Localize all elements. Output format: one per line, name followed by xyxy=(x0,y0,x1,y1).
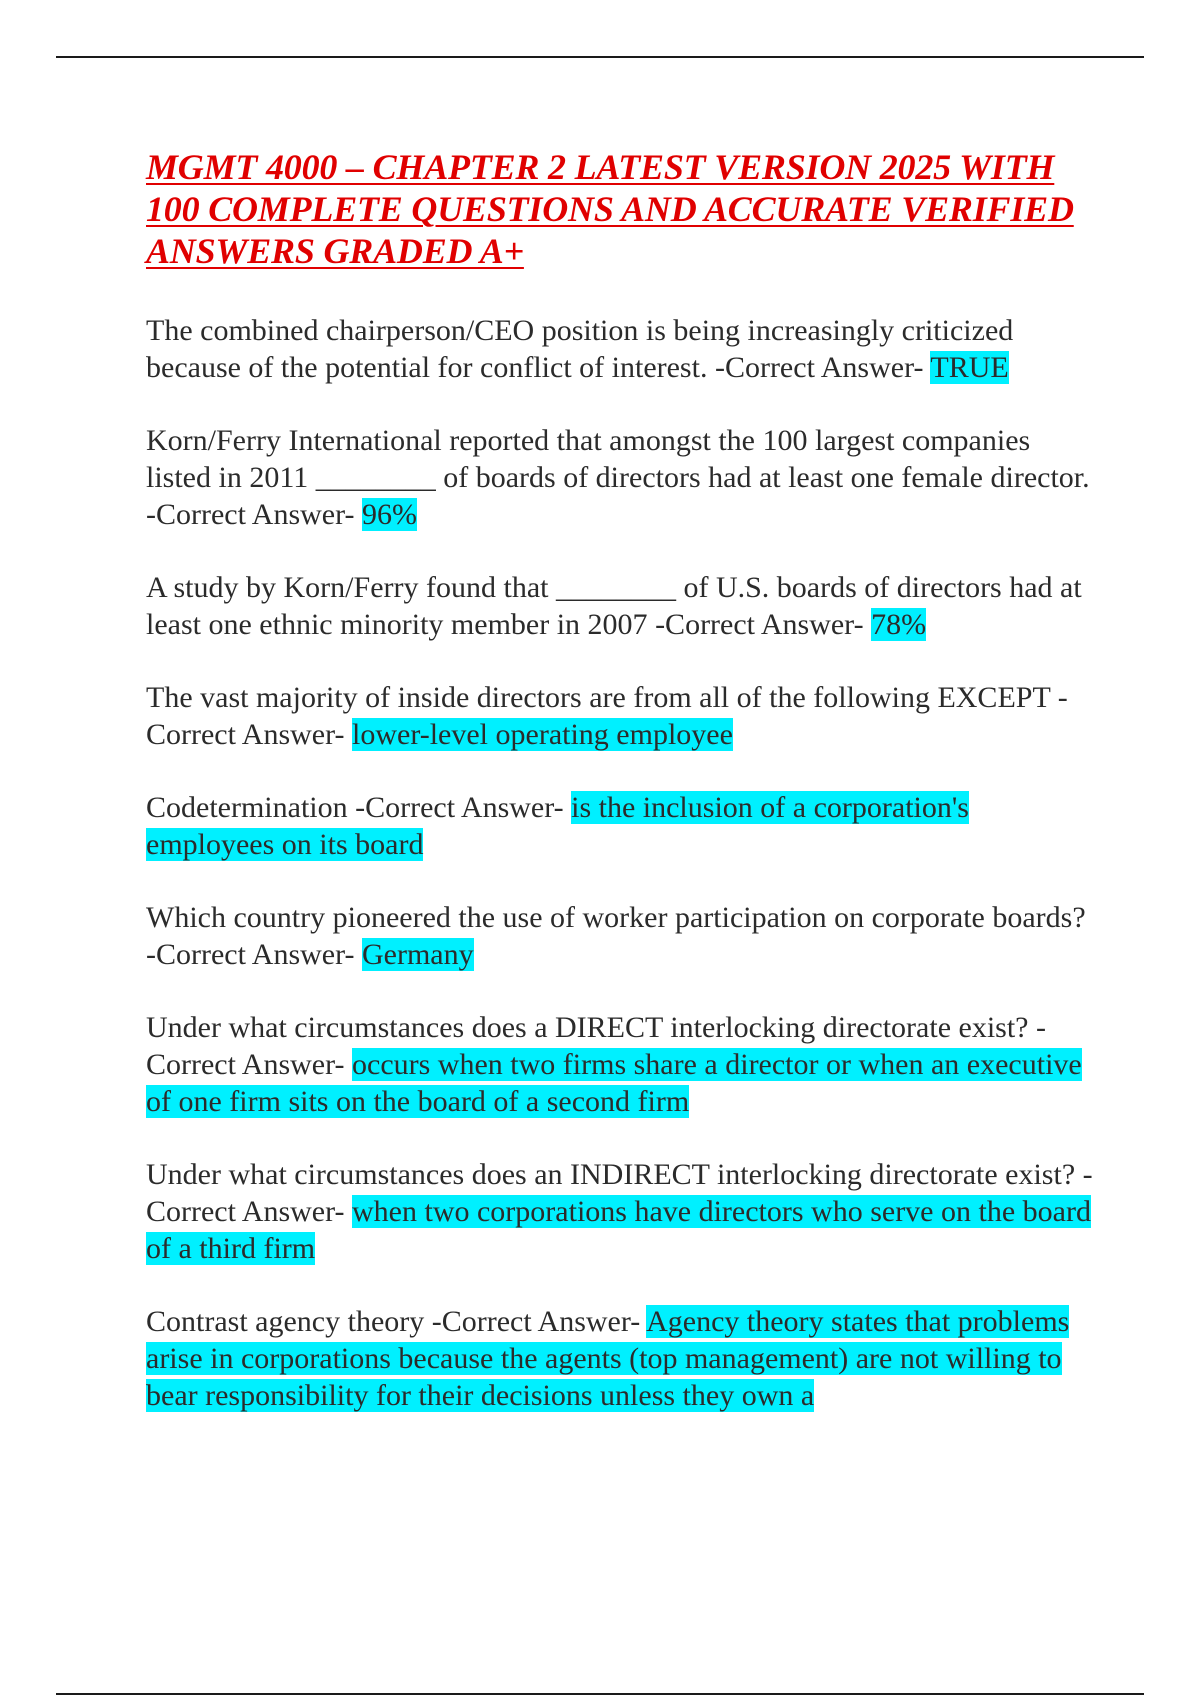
answer-highlight: is the inclusion of a corporation's employees on its board xyxy=(146,791,969,861)
answer-highlight: Germany xyxy=(362,938,474,971)
document-title: MGMT 4000 – CHAPTER 2 LATEST VERSION 2025 WITH 100 COMPLETE QUESTIONS AND ACCURATE VERIFIED ANSWERS GRADED A+ xyxy=(146,147,1074,271)
answer-marker: -Correct Answer- xyxy=(431,1305,641,1338)
qa-item xyxy=(146,1303,1096,1414)
answer-highlight: 78% xyxy=(871,608,927,641)
document-body xyxy=(146,146,1096,1450)
answer-highlight: occurs when two firms share a director or when an executive of one firm sits on the board of a second firm xyxy=(146,1048,1082,1118)
answer-marker: -Correct Answer- xyxy=(146,681,1068,751)
answer-marker: -Correct Answer- xyxy=(355,791,564,824)
qa-item xyxy=(146,422,1096,533)
top-rule xyxy=(56,56,1144,58)
question-text: The vast majority of inside directors are from all of the following EXCEPT xyxy=(146,681,1051,714)
qa-item xyxy=(146,1009,1096,1120)
answer-marker: -Correct Answer- xyxy=(146,1011,1046,1081)
answer-marker: -Correct Answer- xyxy=(714,351,924,384)
answer-marker: -Correct Answer- xyxy=(146,938,355,971)
qa-item xyxy=(146,789,1096,863)
question-text: Under what circumstances does an INDIRECT interlocking directorate exist? xyxy=(146,1158,1076,1191)
answer-marker: -Correct Answer- xyxy=(146,1158,1093,1228)
qa-item xyxy=(146,312,1096,386)
question-text: Which country pioneered the use of worker participation on corporate boards? xyxy=(146,901,1086,934)
question-text: Codetermination xyxy=(146,791,348,824)
question-text: The combined chairperson/CEO position is being increasingly criticized because of the potential for conflict of interest. xyxy=(146,314,1014,384)
answer-marker: -Correct Answer- xyxy=(655,608,864,641)
question-text: A study by Korn/Ferry found that ________ of U.S. boards of directors had at least one ethnic minority member in 2007 xyxy=(146,571,1082,641)
answer-highlight: lower-level operating employee xyxy=(352,718,733,751)
qa-item xyxy=(146,679,1096,753)
answer-highlight: TRUE xyxy=(930,351,1009,384)
answer-highlight: 96% xyxy=(362,498,417,531)
answer-highlight: when two corporations have directors who serve on the board of a third firm xyxy=(146,1195,1091,1265)
qa-item xyxy=(146,899,1096,973)
answer-highlight: Agency theory states that problems arise in corporations because the agents (top management) are not willing to bear responsibility for their decisions unless they own a xyxy=(146,1305,1070,1412)
qa-item xyxy=(146,1156,1096,1267)
question-text: Under what circumstances does a DIRECT interlocking directorate exist? xyxy=(146,1011,1029,1044)
bottom-rule xyxy=(56,1693,1144,1695)
qa-item xyxy=(146,569,1096,643)
answer-marker: -Correct Answer- xyxy=(146,498,355,531)
question-text: Contrast agency theory xyxy=(146,1305,425,1338)
question-text: Korn/Ferry International reported that amongst the 100 largest companies listed in 2011 ________ of boards of directors had at least one female director. xyxy=(146,424,1090,494)
